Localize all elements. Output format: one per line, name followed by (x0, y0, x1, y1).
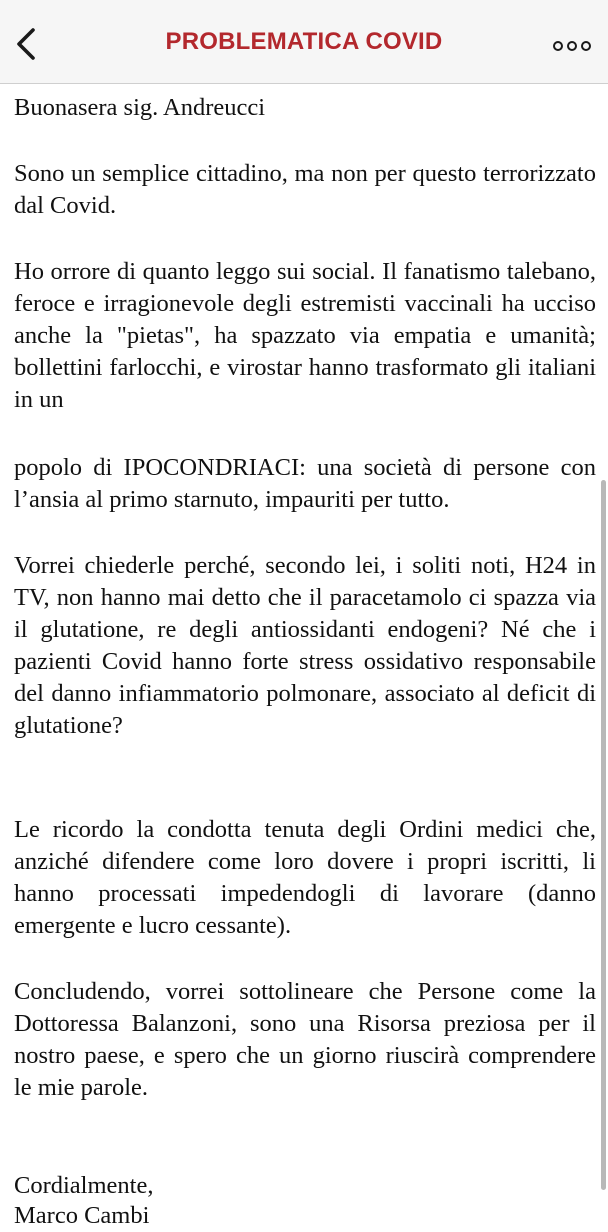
closing: Cordialmente, (14, 1172, 154, 1199)
signature: Marco Cambi (14, 1202, 150, 1229)
scrollbar-thumb[interactable] (601, 480, 606, 1190)
more-dots-icon (552, 36, 592, 56)
paragraph: Ho orrore di quanto leggo sui social. Il fanatismo talebano, feroce e irragionevole degli estremisti vaccinali ha ucciso anche la "pietas", ha spazzato via empatia e umanità; bollettini farlocchi, e virostar hanno trasformato gli italiani in un (14, 258, 596, 413)
page-title: PROBLEMATICA COVID (165, 28, 443, 55)
paragraph: Le ricordo la condotta tenuta degli Ordini medici che, anziché difendere come loro dovere i propri iscritti, li hanno processati impedendogli di lavorare (danno emergente e lucro cessante). (14, 816, 596, 939)
more-options-button[interactable] (550, 30, 594, 62)
paragraph: Concludendo, vorrei sottolineare che Persone come la Dottoressa Balanzoni, sono una Risorsa preziosa per il nostro paese, e spero che un giorno riuscirà comprendere le mie parole. (14, 978, 596, 1101)
chevron-left-icon (14, 27, 38, 61)
paragraph: popolo di IPOCONDRIACI: una società di persone con l’ansia al primo starnuto, impauriti per tutto. (14, 454, 596, 513)
navigation-bar (0, 0, 608, 84)
paragraph: Vorrei chiederle perché, secondo lei, i soliti noti, H24 in TV, non hanno mai detto che il paracetamolo ci spazza via il glutatione, re degli antiossidanti endogeni? Né che i pazienti Covid hanno forte stress ossidativo responsabile del danno infiammatorio polmonare, associato al deficit di glutatione? (14, 552, 596, 739)
paragraph: Sono un semplice cittadino, ma non per questo terrorizzato dal Covid. (14, 160, 596, 219)
greeting: Buonasera sig. Andreucci (14, 94, 266, 121)
back-button[interactable] (6, 22, 46, 66)
